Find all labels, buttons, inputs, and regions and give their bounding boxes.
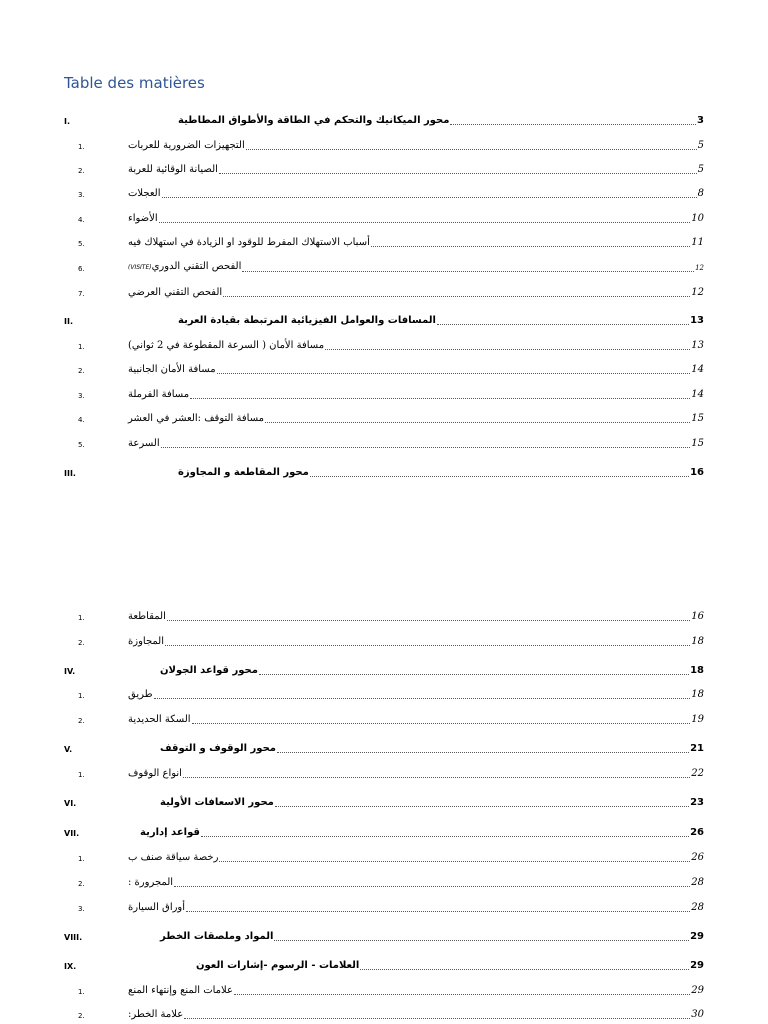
dot-leader	[234, 993, 690, 995]
entry-line	[128, 1004, 704, 1022]
dot-leader	[223, 295, 690, 297]
page-number: 26	[690, 827, 704, 838]
dot-leader	[161, 446, 691, 448]
dot-leader	[159, 221, 691, 223]
page-number: 16	[690, 467, 704, 478]
dot-leader	[275, 805, 689, 807]
entry-line	[128, 709, 704, 727]
entry-number: 1.	[78, 771, 85, 779]
entry-line	[128, 359, 704, 377]
page-number: 29	[690, 960, 704, 971]
entry-title: مسافة التوقف :العشر في العشر	[128, 413, 264, 424]
entry-title: أسباب الاستهلاك المفرط للوقود او الزيادة في استهلاك فيه	[128, 237, 370, 248]
entry-line	[128, 282, 704, 300]
entry-title: المجاوزة	[128, 636, 165, 647]
entry-title: المسافات والعوامل الفيزيائية المرتبطة بقيادة العربة	[178, 315, 436, 326]
entry-line	[128, 183, 704, 201]
toc-subsection-entry[interactable]	[0, 978, 768, 998]
toc-subsection-entry[interactable]	[0, 707, 768, 727]
toc-section-entry[interactable]	[0, 460, 768, 480]
dot-leader	[437, 323, 689, 325]
dot-leader	[167, 619, 690, 621]
entry-line	[128, 684, 704, 702]
entry-line	[160, 660, 704, 678]
toc-subsection-entry[interactable]	[0, 761, 768, 781]
entry-line	[196, 955, 704, 973]
toc-subsection-entry[interactable]	[0, 431, 768, 451]
dot-leader	[246, 148, 697, 150]
page-number: 21	[690, 743, 704, 754]
entry-line	[128, 433, 704, 451]
entry-title: الصيانة الوقائية للعربة	[128, 164, 218, 175]
entry-line	[128, 872, 704, 890]
page-number: 18	[691, 689, 704, 700]
entry-title: محور الوقوف و التوقف	[160, 743, 276, 754]
entry-line	[128, 631, 704, 649]
entry-line	[128, 606, 704, 624]
entry-number: IV.	[64, 667, 76, 676]
entry-title: محور المقاطعة و المجاوزة	[178, 467, 309, 478]
toc-subsection-entry[interactable]	[0, 157, 768, 177]
entry-line	[160, 738, 704, 756]
dot-leader	[371, 245, 690, 247]
page-number: 16	[691, 611, 704, 622]
page-number: 15	[691, 438, 704, 449]
entry-number: III.	[64, 469, 76, 478]
entry-title: العجلات	[128, 188, 161, 199]
entry-number: 2.	[78, 167, 85, 175]
entry-line	[160, 792, 704, 810]
dot-leader	[174, 885, 690, 887]
entry-title: الفحص التقني العرضي	[128, 287, 223, 298]
entry-title: المقاطعة	[128, 611, 166, 622]
entry-line	[128, 335, 704, 353]
dot-leader	[192, 722, 691, 724]
entry-line	[128, 135, 704, 153]
entry-title: السرعة	[128, 438, 160, 449]
entry-title: مسافة الأمان ( السرعة المقطوعة في 2 ثواني)	[128, 340, 325, 351]
entry-number: VII.	[64, 829, 80, 838]
toc-section-entry[interactable]	[0, 108, 768, 128]
entry-title: محور الميكانيك والتحكم في الطاقة والأطواق المطاطية	[178, 115, 450, 126]
dot-leader	[219, 172, 697, 174]
page-number: 22	[691, 768, 704, 779]
toc-subsection-entry[interactable]	[0, 206, 768, 226]
entry-line	[128, 208, 704, 226]
entry-number: 5.	[78, 441, 85, 449]
toc-subsection-entry[interactable]	[0, 1002, 768, 1022]
entry-title: الأضواء	[128, 213, 158, 224]
entry-title: انواع الوقوف	[128, 768, 182, 779]
page-number: 5	[697, 140, 704, 151]
entry-line	[128, 408, 704, 426]
entry-line	[160, 926, 704, 944]
entry-title: المجرورة :	[128, 877, 174, 888]
toc-subsection-entry[interactable]	[0, 895, 768, 915]
entry-title: السكة الحديدية	[128, 714, 191, 725]
page-number: 18	[691, 636, 704, 647]
entry-title: المواد وملصقات الخطر	[160, 931, 274, 942]
entry-title: رخصة سياقة صنف ب	[128, 852, 219, 863]
entry-line	[178, 110, 704, 128]
page-number: 14	[691, 389, 704, 400]
toc-section-entry[interactable]	[0, 308, 768, 328]
dot-leader	[265, 421, 690, 423]
toc-subsection-entry[interactable]	[0, 629, 768, 649]
dot-leader	[259, 673, 689, 675]
dot-leader	[360, 968, 689, 970]
entry-number: VIII.	[64, 933, 83, 942]
entry-number: 1.	[78, 343, 85, 351]
page-number: 8	[697, 188, 704, 199]
entry-line	[128, 159, 704, 177]
toc-section-entry[interactable]	[0, 820, 768, 840]
dot-leader	[217, 372, 691, 374]
entry-line	[128, 763, 704, 781]
page-number: 13	[691, 340, 704, 351]
entry-suffix: (VISITE)	[128, 264, 152, 271]
page-number: 14	[691, 364, 704, 375]
entry-title: مسافة الأمان الجانبية	[128, 364, 216, 375]
page-number: 11	[691, 237, 704, 248]
toc-subsection-entry[interactable]	[0, 682, 768, 702]
entry-title: التجهيزات الضرورية للعربات	[128, 140, 245, 151]
entry-line	[128, 384, 704, 402]
dot-leader	[219, 860, 690, 862]
page-number: 29	[691, 985, 704, 996]
entry-title: علامات المنع وإنتهاء المنع	[128, 985, 233, 996]
page-number: 12	[695, 264, 704, 272]
entry-line	[128, 847, 704, 865]
toc-subsection-entry[interactable]	[0, 870, 768, 890]
toc-title: Table des matières	[64, 74, 205, 92]
entry-number: 1.	[78, 855, 85, 863]
entry-number: 2.	[78, 880, 85, 888]
entry-number: 3.	[78, 191, 85, 199]
page-number: 29	[690, 931, 704, 942]
entry-number: VI.	[64, 799, 77, 808]
entry-number: 2.	[78, 1012, 85, 1020]
entry-title: مسافة الفرملة	[128, 389, 190, 400]
dot-leader	[242, 270, 694, 272]
page-number: 30	[691, 1009, 704, 1020]
entry-title: محور قواعد الجولان	[160, 665, 258, 676]
entry-number: 2.	[78, 717, 85, 725]
page-number: 28	[691, 902, 704, 913]
page-number: 28	[691, 877, 704, 888]
entry-title: أوراق السيارة	[128, 902, 186, 913]
entry-number: 7.	[78, 290, 85, 298]
entry-line	[140, 822, 704, 840]
toc-section-entry[interactable]	[0, 658, 768, 678]
page-number: 13	[690, 315, 704, 326]
toc-subsection-entry[interactable]	[0, 133, 768, 153]
entry-title: قواعد إدارية	[140, 827, 200, 838]
entry-number: IX.	[64, 962, 77, 971]
dot-leader	[325, 348, 690, 350]
dot-leader	[165, 644, 690, 646]
entry-number: 6.	[78, 265, 85, 273]
dot-leader	[183, 776, 690, 778]
entry-number: 2.	[78, 367, 85, 375]
page-number: 23	[690, 797, 704, 808]
entry-line	[128, 257, 704, 275]
entry-number: 4.	[78, 216, 85, 224]
entry-title: طريق	[128, 689, 153, 700]
toc-subsection-entry[interactable]	[0, 604, 768, 624]
entry-line	[128, 232, 704, 250]
toc-section-entry[interactable]	[0, 790, 768, 810]
toc-subsection-entry[interactable]	[0, 255, 768, 275]
entry-number: II.	[64, 317, 73, 326]
entry-title: الفحص التقني الدوري(VISITE)	[128, 261, 242, 272]
toc-subsection-entry[interactable]	[0, 845, 768, 865]
toc-subsection-entry[interactable]	[0, 406, 768, 426]
dot-leader	[450, 123, 696, 125]
page-number: 15	[691, 413, 704, 424]
page-number: 18	[690, 665, 704, 676]
entry-line	[128, 980, 704, 998]
dot-leader	[190, 397, 690, 399]
toc-subsection-entry[interactable]	[0, 280, 768, 300]
entry-line	[128, 897, 704, 915]
page-number: 19	[691, 714, 704, 725]
entry-title: العلامات - الرسوم -إشارات العون	[196, 960, 360, 971]
entry-title: علامة الخطر:	[128, 1009, 184, 1020]
toc-subsection-entry[interactable]	[0, 333, 768, 353]
dot-leader	[184, 1017, 690, 1019]
page-number: 12	[691, 287, 704, 298]
page-number: 5	[697, 164, 704, 175]
entry-number: 1.	[78, 143, 85, 151]
dot-leader	[310, 475, 689, 477]
dot-leader	[154, 697, 691, 699]
entry-line	[178, 462, 704, 480]
dot-leader	[201, 835, 689, 837]
toc-subsection-entry[interactable]	[0, 181, 768, 201]
toc-section-entry[interactable]	[0, 924, 768, 944]
entry-number: 2.	[78, 639, 85, 647]
toc-section-entry[interactable]	[0, 736, 768, 756]
entry-title: محور الاسعافات الأولية	[160, 797, 274, 808]
toc-subsection-entry[interactable]	[0, 357, 768, 377]
entry-line	[178, 310, 704, 328]
toc-subsection-entry[interactable]	[0, 230, 768, 250]
entry-number: I.	[64, 117, 71, 126]
toc-subsection-entry[interactable]	[0, 382, 768, 402]
dot-leader	[162, 196, 697, 198]
entry-number: 4.	[78, 416, 85, 424]
dot-leader	[277, 751, 689, 753]
dot-leader	[186, 910, 690, 912]
entry-number: 1.	[78, 692, 85, 700]
page-number: 3	[697, 115, 704, 126]
page-number: 26	[691, 852, 704, 863]
dot-leader	[274, 939, 689, 941]
entry-number: 5.	[78, 240, 85, 248]
entry-number: V.	[64, 745, 73, 754]
toc-section-entry[interactable]	[0, 953, 768, 973]
entry-number: 3.	[78, 905, 85, 913]
entry-number: 1.	[78, 614, 85, 622]
entry-number: 3.	[78, 392, 85, 400]
page-number: 10	[691, 213, 704, 224]
entry-number: 1.	[78, 988, 85, 996]
